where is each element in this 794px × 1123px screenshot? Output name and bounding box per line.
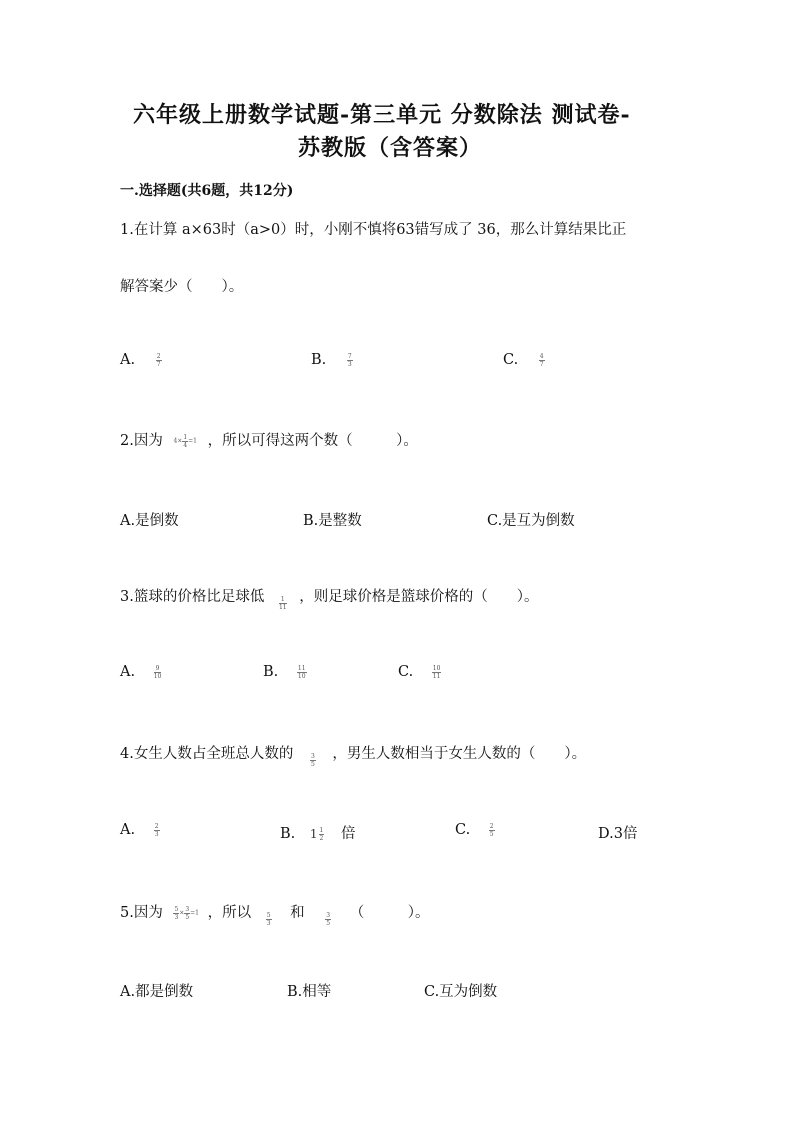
q4-option-c[interactable] xyxy=(455,822,495,838)
fraction: $\frac{10}{11}$ xyxy=(432,664,441,680)
q5-option-a[interactable]: A.都是倒数 xyxy=(120,984,194,1000)
q4-option-a[interactable] xyxy=(120,822,160,838)
q1-option-b[interactable] xyxy=(311,352,353,368)
equation-image: $\frac{5}{3}$ × $\frac{3}{5}$ =1 xyxy=(174,905,199,921)
question-text: 2.因为 xyxy=(120,433,163,449)
q4-option-b[interactable] xyxy=(280,822,355,843)
page-title-line1: 六年级上册数学试题-第三单元 分数除法 测试卷- xyxy=(133,102,631,128)
question-4 xyxy=(120,742,587,768)
equation-image: 4× $\frac{1}{4}$ =1 xyxy=(173,433,197,449)
option-label: B. xyxy=(311,352,327,368)
option-label: C. xyxy=(455,822,471,838)
question-text: 5.因为 xyxy=(120,905,163,921)
q5-option-c[interactable]: C.互为倒数 xyxy=(424,984,498,1000)
option-label: C. xyxy=(503,352,519,368)
question-text: ，所以可得这两个数（ ）。 xyxy=(207,433,418,449)
question-text: （ ）。 xyxy=(349,905,430,921)
fraction: $\frac{7}{3}$ xyxy=(347,352,352,368)
question-5 xyxy=(120,901,430,927)
fraction: $\frac{11}{10}$ xyxy=(297,664,306,680)
page-title-line2: 苏教版（含答案） xyxy=(298,135,483,161)
fraction: $\frac{2}{5}$ xyxy=(489,822,494,838)
option-label: B. xyxy=(263,664,279,680)
q3-option-a[interactable] xyxy=(120,664,161,680)
option-label: C. xyxy=(398,664,414,680)
question-text: 3.篮球的价格比足球低 xyxy=(120,589,265,605)
option-unit: 倍 xyxy=(340,826,356,842)
question-text: ，则足球价格是篮球价格的（ ）。 xyxy=(299,589,539,605)
question-3 xyxy=(120,585,539,611)
q2-option-a[interactable]: A.是倒数 xyxy=(120,513,179,529)
question-text: ，所以 xyxy=(207,905,252,921)
fraction: $\frac{2}{3}$ xyxy=(154,822,159,838)
option-label: A. xyxy=(120,664,136,680)
fraction: $\frac{9}{10}$ xyxy=(153,664,162,680)
fraction: $\frac{3}{5}$ xyxy=(310,752,315,768)
question-text: 4.女生人数占全班总人数的 xyxy=(120,746,294,762)
section-heading: 一.选择题(共6题，共12分) xyxy=(120,183,294,199)
q3-option-b[interactable] xyxy=(263,664,307,680)
question-2 xyxy=(120,429,418,450)
option-label: A. xyxy=(120,352,136,368)
fraction: $\frac{5}{3}$ xyxy=(266,911,271,927)
option-label: A. xyxy=(120,822,136,838)
q2-option-c[interactable]: C.是互为倒数 xyxy=(487,513,575,529)
q1-option-a[interactable] xyxy=(120,352,162,368)
question-1-line2: 解答案少（ ）。 xyxy=(120,279,244,295)
question-text: 和 xyxy=(290,905,305,921)
option-label: B. xyxy=(280,826,296,842)
q2-option-b[interactable]: B.是整数 xyxy=(303,513,362,529)
fraction: $\frac{2}{7}$ xyxy=(156,352,161,368)
fraction: $\frac{1}{11}$ xyxy=(278,595,287,611)
fraction: $\frac{4}{7}$ xyxy=(539,352,544,368)
q1-option-c[interactable] xyxy=(503,352,545,368)
mixed-fraction: 1 $\frac{1}{2}$ xyxy=(309,826,324,842)
question-1-line1: 1.在计算 a×63时（a>0）时，小刚不慎将63错写成了 36，那么计算结果比正 xyxy=(120,222,627,238)
fraction: $\frac{3}{5}$ xyxy=(326,911,331,927)
question-text: ，男生人数相当于女生人数的（ ）。 xyxy=(332,746,587,762)
q4-option-d[interactable]: D.3倍 xyxy=(598,826,638,842)
q3-option-c[interactable] xyxy=(398,664,441,680)
q5-option-b[interactable]: B.相等 xyxy=(287,984,332,1000)
